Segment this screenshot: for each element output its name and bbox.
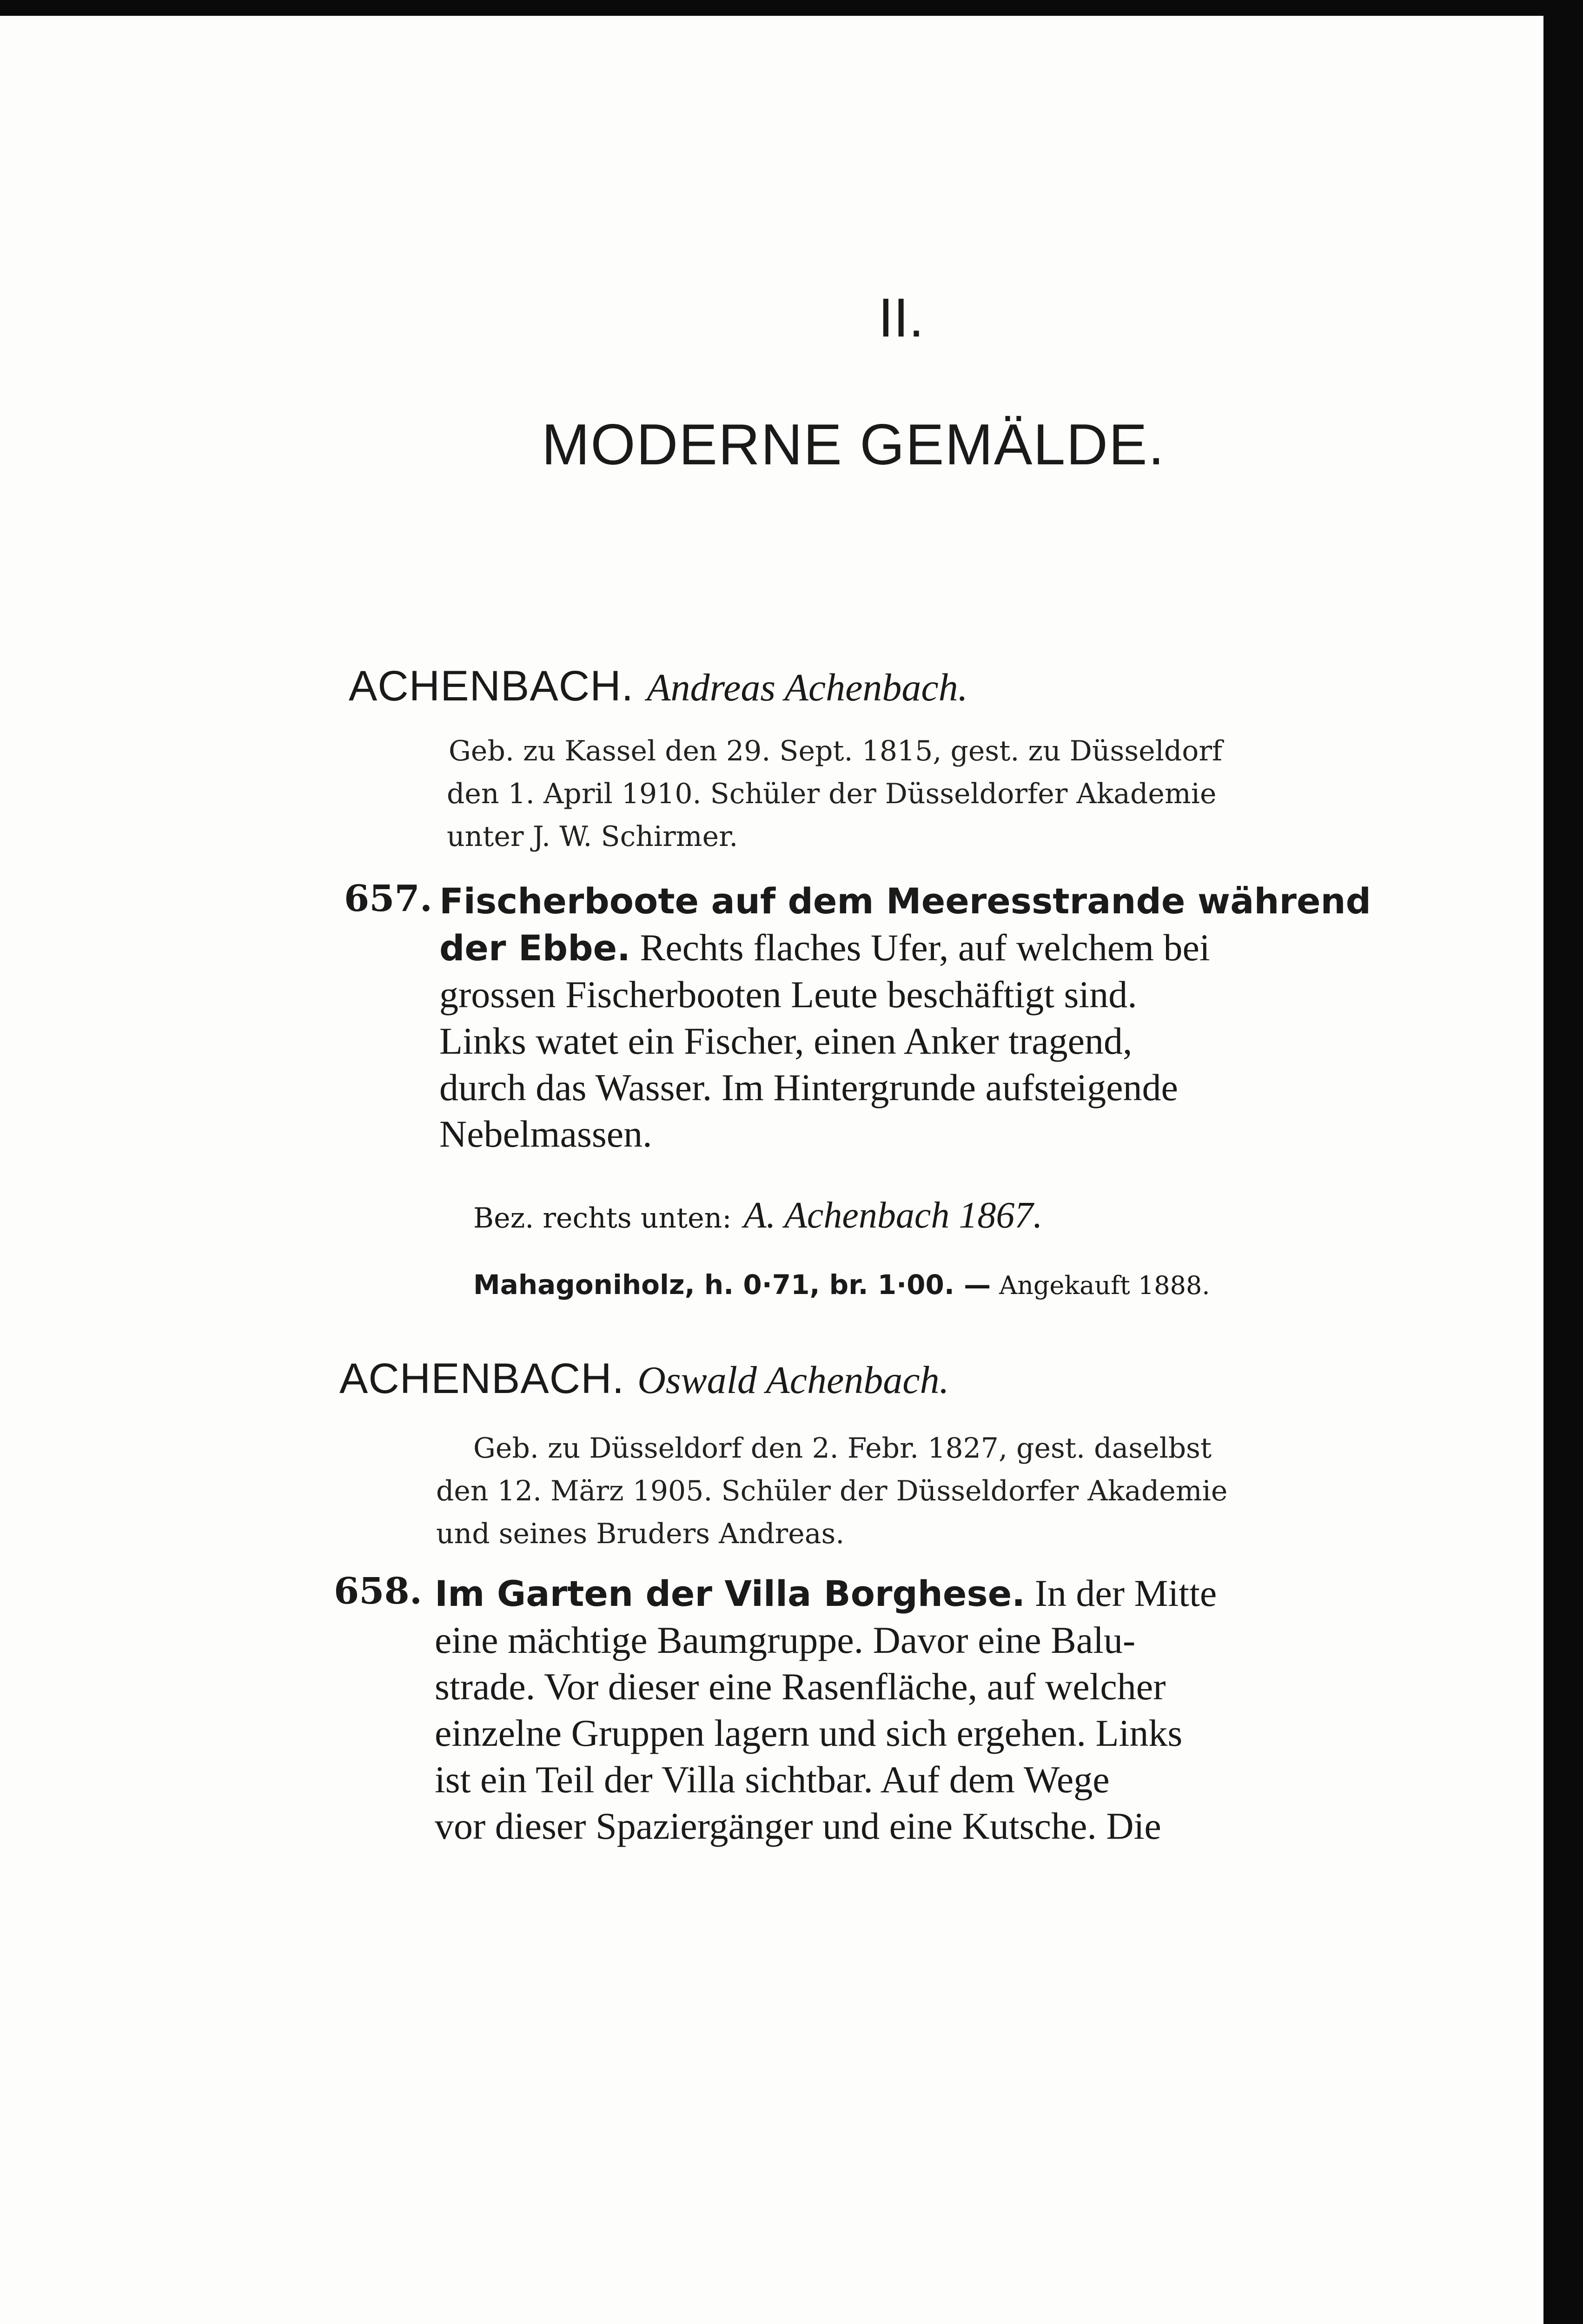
entry-desc-line: grossen Fischerbooten Leute beschäftigt sind. (439, 973, 1137, 1016)
medium-line (473, 1269, 1210, 1301)
scan-top-border (0, 0, 1583, 16)
entry-desc-line: einzelne Gruppen lagern und sich ergehen. Links (435, 1712, 1183, 1754)
entry-desc-line: eine mächtige Baumgruppe. Davor eine Balu- (435, 1619, 1136, 1661)
signature-label: Bez. rechts unten: (473, 1202, 732, 1235)
bio-line: unter J. W. Schirmer. (447, 820, 738, 853)
entry-number: 657. (344, 878, 432, 920)
entry-description (435, 1570, 1217, 1849)
signature-line (473, 1197, 1042, 1234)
acquisition-note: Angekauft 1888. (999, 1271, 1210, 1300)
scan-right-border (1543, 0, 1583, 2324)
section-numeral: II. (878, 287, 924, 349)
artist-surname: ACHENBACH. (349, 662, 634, 710)
bio-line: Geb. zu Kassel den 29. Sept. 1815, gest. zu Düsseldorf (449, 735, 1223, 767)
book-page (0, 16, 1543, 2324)
entry-desc-line: strade. Vor dieser eine Rasenfläche, auf welcher (435, 1665, 1166, 1708)
artist-bio (436, 1427, 1228, 1555)
entry-title: Fischerboote auf dem Meeresstrande während (439, 880, 1371, 922)
entry-desc-line: ist ein Teil der Villa sichtbar. Auf dem Wege (435, 1758, 1110, 1801)
entry-desc-line: Nebelmassen. (439, 1113, 652, 1155)
entry-number: 658. (334, 1570, 422, 1612)
bio-line: und seines Bruders Andreas. (436, 1518, 845, 1550)
bio-line: Geb. zu Düsseldorf den 2. Febr. 1827, gest. daselbst (473, 1432, 1212, 1465)
signature-text: A. Achenbach 1867. (743, 1195, 1043, 1236)
entry-desc-line: Links watet ein Fischer, einen Anker tragend, (439, 1020, 1133, 1062)
entry-desc-line: vor dieser Spaziergänger und eine Kutsche. Die (435, 1805, 1161, 1847)
medium-dimensions: Mahagoniholz, h. 0·71, br. 1·00. — (473, 1269, 991, 1301)
entry-title: Im Garten der Villa Borghese. (435, 1573, 1026, 1614)
artist-fullname: Andreas Achenbach. (647, 666, 968, 709)
section-title: MODERNE GEMÄLDE. (542, 413, 1166, 477)
artist-heading (349, 662, 968, 710)
bio-line: den 1. April 1910. Schüler der Düsseldorfer Akademie (447, 778, 1217, 810)
artist-fullname: Oswald Achenbach. (637, 1359, 949, 1402)
artist-heading (339, 1357, 949, 1400)
entry-desc-text: Rechts flaches Ufer, auf welchem bei (640, 926, 1210, 969)
artist-bio (449, 730, 1222, 858)
artist-surname: ACHENBACH. (339, 1355, 625, 1402)
entry-description (439, 878, 1371, 1157)
entry-title: der Ebbe. (439, 927, 631, 969)
entry-desc-text: In der Mitte (1034, 1572, 1217, 1614)
entry-desc-line: durch das Wasser. Im Hintergrunde aufsteigende (439, 1066, 1178, 1109)
bio-line: den 12. März 1905. Schüler der Düsseldorfer Akademie (436, 1475, 1228, 1507)
